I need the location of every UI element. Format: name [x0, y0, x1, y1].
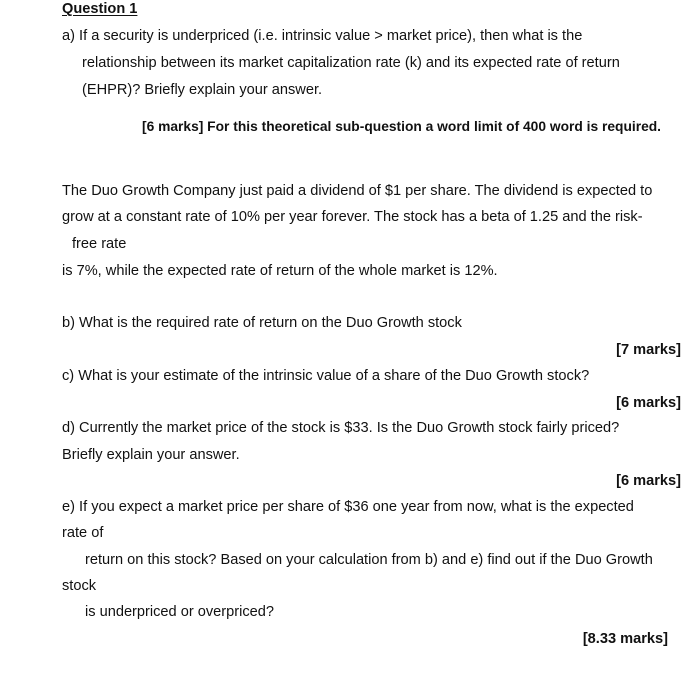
part-b-text: b) What is the required rate of return on the Duo Growth stock — [62, 315, 462, 331]
part-a-line-1: a) If a security is underpriced (i.e. intrinsic value > market price), then what is the — [62, 28, 583, 44]
part-c-marks: [6 marks] — [616, 395, 681, 411]
context-line-1: The Duo Growth Company just paid a dividend of $1 per share. The dividend is expected to — [62, 183, 653, 199]
context-line-3: free rate — [72, 236, 127, 252]
context-line-2: grow at a constant rate of 10% per year forever. The stock has a beta of 1.25 and the risk- — [62, 209, 643, 225]
part-d-line-1: d) Currently the market price of the stock is $33. Is the Duo Growth stock fairly priced? — [62, 420, 620, 436]
context-line-4: is 7%, while the expected rate of return of the whole market is 12%. — [62, 263, 498, 279]
part-e-line-4: stock — [62, 578, 97, 594]
part-a-marks-note: [6 marks] For this theoretical sub-question a word limit of 400 word is required. — [142, 119, 662, 134]
part-e-marks: [8.33 marks] — [582, 631, 668, 647]
part-d-line-2: Briefly explain your answer. — [62, 447, 240, 463]
part-e-line-5: is underpriced or overpriced? — [85, 604, 275, 620]
part-e-line-1: e) If you expect a market price per share of $36 one year from now, what is the expected — [62, 499, 634, 515]
part-c-text: c) What is your estimate of the intrinsic value of a share of the Duo Growth stock? — [62, 368, 590, 384]
part-d-marks: [6 marks] — [616, 473, 681, 489]
part-a-line-2: relationship between its market capitalization rate (k) and its expected rate of return — [82, 55, 620, 71]
question-title: Question 1 — [62, 1, 138, 17]
part-e-line-2: rate of — [62, 525, 104, 541]
part-b-marks: [7 marks] — [616, 342, 681, 358]
part-e-line-3: return on this stock? Based on your calculation from b) and e) find out if the Duo Growth — [85, 552, 653, 568]
part-a-line-3: (EHPR)? Briefly explain your answer. — [82, 82, 323, 98]
